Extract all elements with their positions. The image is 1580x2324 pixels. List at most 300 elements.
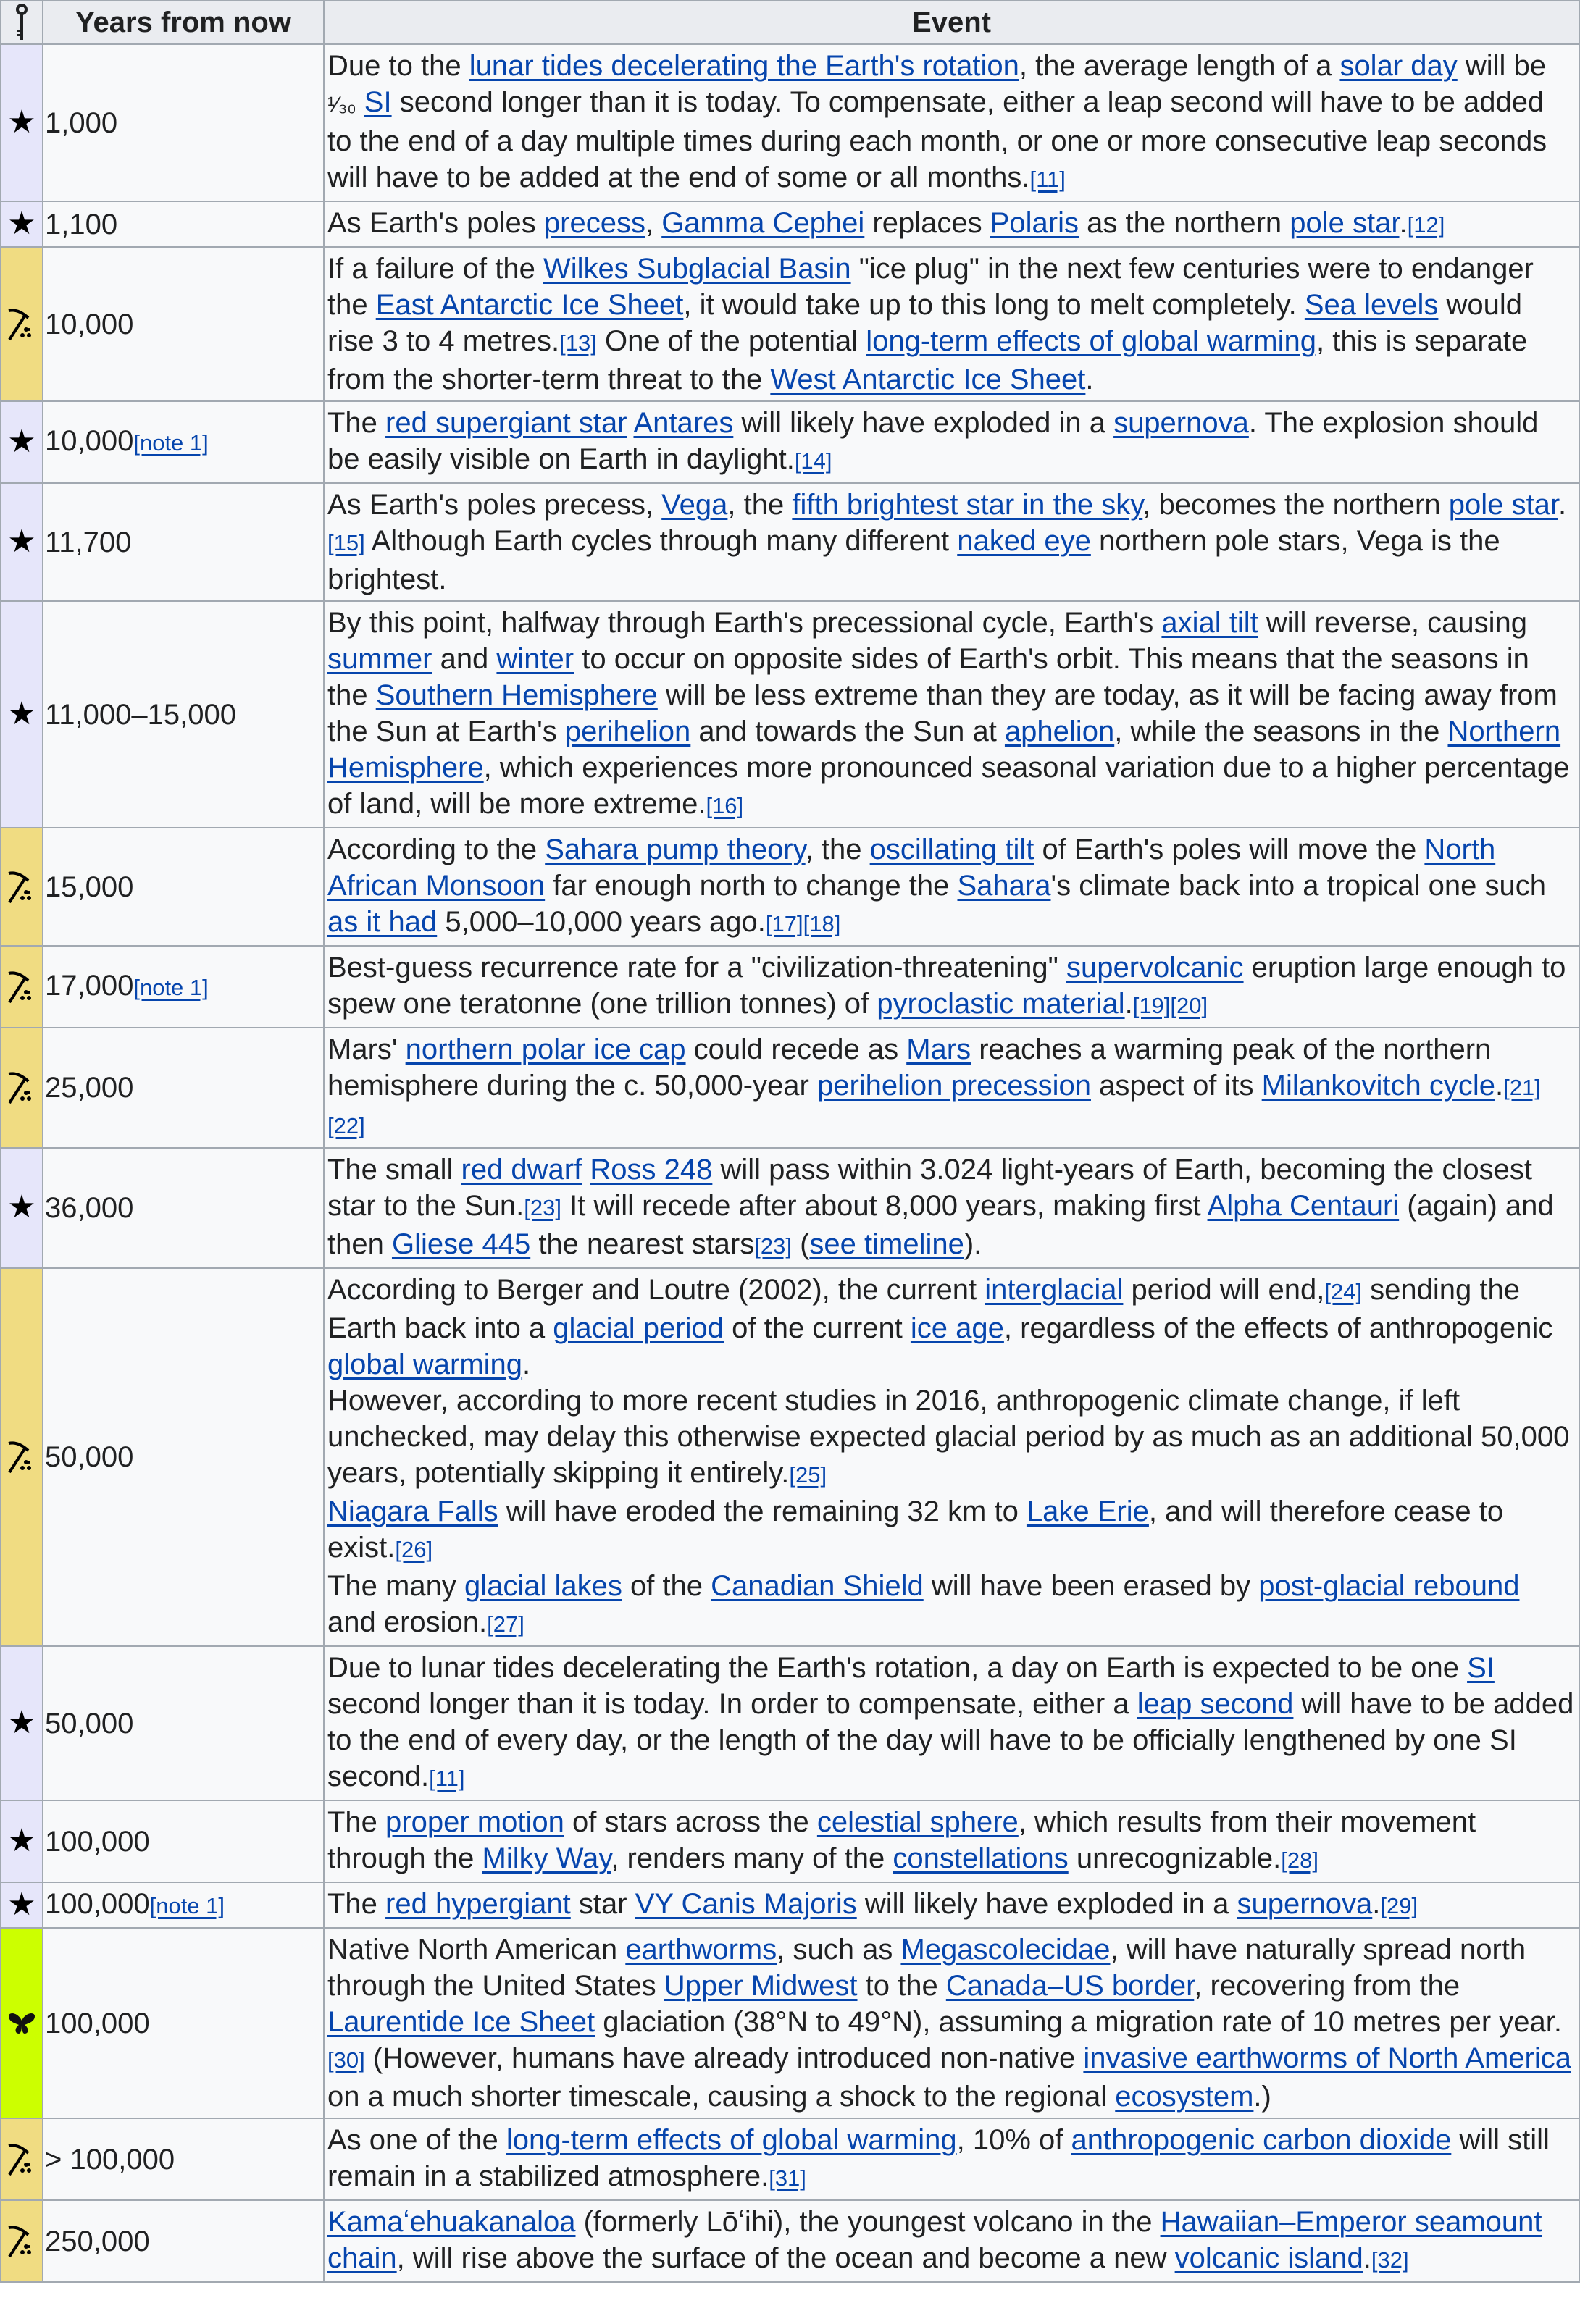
category-cell xyxy=(1,601,43,828)
years-cell xyxy=(43,44,324,201)
table-row xyxy=(1,1268,1579,1646)
article-link[interactable]: Canada–US border xyxy=(945,1970,1195,2002)
event-paragraph xyxy=(327,1931,1574,2115)
article-link[interactable]: SI xyxy=(364,86,392,118)
category-cell xyxy=(1,946,43,1028)
table-row xyxy=(1,1028,1579,1148)
pickaxe-icon xyxy=(7,871,37,904)
article-link[interactable]: Alpha Centauri xyxy=(1207,1190,1400,1222)
years-value: 250,000 xyxy=(45,2225,150,2257)
years-value: 11,700 xyxy=(45,526,132,558)
citation-link[interactable]: [27] xyxy=(487,1611,524,1637)
article-link[interactable]: VY Canis Majoris xyxy=(635,1888,857,1920)
event-paragraph xyxy=(327,2204,1574,2278)
table-row xyxy=(1,1882,1579,1928)
article-link[interactable]: ice age xyxy=(910,1312,1004,1344)
event-paragraph xyxy=(327,1568,1574,1643)
table-row xyxy=(1,828,1579,946)
star-icon: ★ xyxy=(7,104,36,140)
category-cell xyxy=(1,2118,43,2200)
event-text: The xyxy=(327,1806,386,1838)
category-cell xyxy=(1,1028,43,1148)
years-cell xyxy=(43,2200,324,2282)
years-cell xyxy=(43,2118,324,2200)
event-paragraph xyxy=(327,2122,1574,2197)
event-text: will likely have exploded in a xyxy=(733,407,1114,439)
event-text: , this is separate from the shorter-term threat to the xyxy=(327,325,1528,395)
article-link[interactable]: earthworms xyxy=(625,1934,777,1966)
event-text: to occur on opposite sides of Earth's orbit. This means that the seasons in the xyxy=(327,643,1529,711)
event-text: According to Berger and Loutre (2002), the current xyxy=(327,1274,985,1306)
event-text: , regardless of the effects of anthropogenic xyxy=(1003,1312,1553,1344)
article-link[interactable]: summer xyxy=(327,643,432,675)
event-text xyxy=(582,1154,590,1186)
event-text xyxy=(356,86,364,118)
table-row xyxy=(1,1928,1579,2118)
article-link[interactable]: Antares xyxy=(633,407,734,439)
article-link[interactable]: supervolcanic xyxy=(1066,952,1244,983)
event-text: of the current xyxy=(724,1312,911,1344)
article-link[interactable]: see timeline xyxy=(809,1228,964,1260)
note-link[interactable]: [note 1] xyxy=(133,430,209,456)
citation-link[interactable]: [32] xyxy=(1371,2247,1409,2273)
star-icon: ★ xyxy=(7,523,36,559)
event-text: will be less extreme than they are today, as it will be facing away from the Sun at Earth's xyxy=(327,679,1558,747)
table-row xyxy=(1,401,1579,483)
article-link[interactable]: perihelion precession xyxy=(816,1070,1091,1102)
event-text: Due to the xyxy=(327,50,469,82)
years-value: 50,000 xyxy=(45,1441,134,1473)
event-cell xyxy=(324,2118,1579,2200)
event-text: , the xyxy=(727,489,793,521)
article-link[interactable]: interglacial xyxy=(985,1274,1124,1306)
event-text: eruption large enough to spew one teratonne (one trillion tonnes) of xyxy=(327,952,1566,1020)
pickaxe-icon xyxy=(7,2143,37,2176)
event-cell xyxy=(324,828,1579,946)
years-cell xyxy=(43,1646,324,1800)
event-text: (again) and then xyxy=(327,1190,1554,1260)
years-value: 100,000 xyxy=(45,1825,150,1858)
event-text: will still remain in a stabilized atmosphere. xyxy=(327,2124,1550,2192)
citation-link[interactable]: [23] xyxy=(524,1195,561,1220)
article-link[interactable]: oscillating tilt xyxy=(869,834,1034,865)
citation-link[interactable]: [19] xyxy=(1132,993,1171,1018)
years-cell xyxy=(43,247,324,401)
years-column-header[interactable]: Years from now xyxy=(43,1,324,44)
years-value: > 100,000 xyxy=(45,2143,175,2176)
category-cell xyxy=(1,401,43,483)
event-text: , renders many of the xyxy=(611,1842,893,1874)
article-link[interactable]: Niagara Falls xyxy=(327,1496,498,1527)
category-cell xyxy=(1,1928,43,2118)
star-icon: ★ xyxy=(7,205,36,241)
event-text: It will recede after about 8,000 years, making first xyxy=(561,1190,1208,1222)
event-cell xyxy=(324,44,1579,201)
event-text: One of the potential xyxy=(596,325,866,357)
event-text: unrecognizable. xyxy=(1068,1842,1282,1874)
article-link[interactable]: winter xyxy=(496,643,574,675)
event-text: replaces xyxy=(864,207,990,239)
years-value: 10,000 xyxy=(45,425,134,457)
table-row xyxy=(1,1646,1579,1800)
event-text: . xyxy=(1399,207,1408,239)
category-cell xyxy=(1,1268,43,1646)
article-link[interactable]: Milky Way xyxy=(482,1842,611,1874)
event-text: As one of the xyxy=(327,2124,506,2156)
event-text: , becomes the northern xyxy=(1142,489,1449,521)
years-cell xyxy=(43,946,324,1028)
event-text: on a much shorter timescale, causing a shock to the regional xyxy=(327,2081,1116,2113)
article-link[interactable]: Ross 248 xyxy=(590,1154,713,1186)
event-paragraph xyxy=(327,405,1574,479)
article-link[interactable]: fifth brightest star in the sky xyxy=(792,489,1143,521)
event-paragraph xyxy=(327,949,1574,1024)
event-text: will pass within 3.024 light-years of Earth, becoming the closest star to the Sun. xyxy=(327,1154,1533,1222)
event-paragraph xyxy=(327,1383,1574,1493)
event-text: reaches a warming peak of the northern hemisphere during the c. 50,000-year xyxy=(327,1033,1492,1102)
event-cell xyxy=(324,1800,1579,1882)
article-link[interactable]: Milankovitch cycle xyxy=(1261,1070,1495,1102)
event-cell xyxy=(324,201,1579,247)
article-link[interactable]: proper motion xyxy=(385,1806,564,1838)
years-value: 36,000 xyxy=(45,1192,134,1224)
article-link[interactable]: post-glacial rebound xyxy=(1258,1570,1520,1602)
article-link[interactable]: Sahara xyxy=(957,870,1051,902)
event-text: . xyxy=(1372,1888,1381,1920)
event-text: Native North American xyxy=(327,1934,626,1966)
event-text: (However, humans have already introduced non-native xyxy=(364,2042,1084,2074)
citation-link[interactable]: [29] xyxy=(1380,1893,1418,1918)
event-text: According to the xyxy=(327,834,546,865)
years-value: 100,000 xyxy=(45,2007,150,2039)
event-text: , will rise above the surface of the ocean and become a new xyxy=(396,2242,1175,2274)
article-link[interactable]: red supergiant star xyxy=(385,407,627,439)
event-text: period will end, xyxy=(1123,1274,1325,1306)
star-icon: ★ xyxy=(7,1704,36,1740)
article-link[interactable]: Kamaʻehuakanaloa xyxy=(327,2206,576,2238)
article-link[interactable]: SI xyxy=(1467,1652,1495,1684)
article-link[interactable]: Gamma Cephei xyxy=(661,207,865,239)
event-text: , the xyxy=(805,834,870,865)
event-text: ). xyxy=(964,1228,982,1260)
article-link[interactable]: long-term effects of global warming xyxy=(506,2124,957,2156)
table-row xyxy=(1,946,1579,1028)
event-paragraph xyxy=(327,605,1574,824)
fraction: ¹⁄₃₀ xyxy=(327,93,356,117)
years-value: 1,100 xyxy=(45,208,118,240)
event-text: , which results from their movement through the xyxy=(327,1806,1476,1874)
pickaxe-icon xyxy=(7,1440,37,1474)
years-value: 25,000 xyxy=(45,1072,134,1104)
article-link[interactable]: Mars xyxy=(906,1033,971,1065)
article-link[interactable]: pole star xyxy=(1290,207,1400,239)
years-value: 10,000 xyxy=(45,308,134,340)
citation-link[interactable]: [16] xyxy=(706,793,744,818)
article-link[interactable]: volcanic island xyxy=(1174,2242,1363,2274)
event-paragraph xyxy=(327,831,1574,942)
article-link[interactable]: naked eye xyxy=(957,525,1091,557)
article-link[interactable]: anthropogenic carbon dioxide xyxy=(1071,2124,1452,2156)
article-link[interactable]: celestial sphere xyxy=(816,1806,1019,1838)
years-cell xyxy=(43,201,324,247)
event-paragraph xyxy=(327,1272,1574,1383)
years-value: 17,000 xyxy=(45,970,134,1002)
article-link[interactable]: long-term effects of global warming xyxy=(866,325,1316,357)
article-link[interactable]: Upper Midwest xyxy=(664,1970,858,2002)
event-text: Although Earth cycles through many different xyxy=(364,525,958,557)
event-text: of the xyxy=(622,1570,711,1602)
event-text: and erosion. xyxy=(327,1606,488,1638)
category-cell xyxy=(1,1148,43,1268)
article-link[interactable]: West Antarctic Ice Sheet xyxy=(770,364,1086,395)
event-text: second longer than it is today. To compensate, either a leap second will have to be added to the end of a day multiple times during each month, or one or more consecutive leap seconds will have to be added at the end of some or all months. xyxy=(327,86,1547,193)
table-row xyxy=(1,1800,1579,1882)
event-paragraph xyxy=(327,1151,1574,1264)
citation-link[interactable]: [28] xyxy=(1281,1847,1318,1873)
star-icon: ★ xyxy=(7,695,36,731)
citation-link[interactable]: [21] xyxy=(1503,1075,1541,1100)
event-text: will have been erased by xyxy=(923,1570,1259,1602)
category-cell xyxy=(1,247,43,401)
article-link[interactable]: Vega xyxy=(661,489,728,521)
note-link[interactable]: [note 1] xyxy=(133,975,209,1000)
event-text: "ice plug" in the next few centuries were to endanger the xyxy=(327,253,1534,321)
category-cell xyxy=(1,2200,43,2282)
event-text: glaciation (38°N to 49°N), assuming a migration rate of 10 metres per year. xyxy=(595,2006,1563,2038)
article-link[interactable]: red hypergiant xyxy=(385,1888,571,1920)
citation-link[interactable]: [31] xyxy=(769,2165,806,2191)
event-text: However, according to more recent studies in 2016, anthropogenic climate change, if left unchecked, may delay this otherwise expected glacial period by as much as an additional 50,000 years, potentially skipping it entirely. xyxy=(327,1385,1570,1489)
event-text: could recede as xyxy=(685,1033,907,1065)
event-text: star xyxy=(570,1888,635,1920)
article-link[interactable]: red dwarf xyxy=(461,1154,582,1186)
years-cell xyxy=(43,1800,324,1882)
event-text: of stars across the xyxy=(564,1806,817,1838)
article-link[interactable]: Gliese 445 xyxy=(391,1228,531,1260)
table-row xyxy=(1,1148,1579,1268)
event-text: , will have naturally spread north through the United States xyxy=(327,1934,1526,2002)
event-text: , and will therefore cease to exist. xyxy=(327,1496,1504,1564)
table-row xyxy=(1,601,1579,828)
event-text: . xyxy=(1124,988,1133,1020)
event-text: , while the seasons in the xyxy=(1114,716,1448,747)
citation-link[interactable]: [18] xyxy=(803,911,841,936)
event-text: sending the Earth back into a xyxy=(327,1274,1521,1344)
years-cell xyxy=(43,1148,324,1268)
citation-link[interactable]: [23] xyxy=(754,1233,792,1259)
citation-link[interactable]: [13] xyxy=(559,330,597,356)
years-cell xyxy=(43,1882,324,1928)
table-row xyxy=(1,44,1579,201)
article-link[interactable]: Megascolecidae xyxy=(900,1934,1111,1966)
years-value: 1,000 xyxy=(45,106,118,139)
event-text: will reverse, causing xyxy=(1258,607,1528,639)
article-link[interactable]: Southern Hemisphere xyxy=(375,679,658,711)
event-text: As Earth's poles xyxy=(327,207,544,239)
citation-link[interactable]: [30] xyxy=(327,2047,365,2073)
event-text: of Earth's poles will move the xyxy=(1034,834,1425,865)
years-cell xyxy=(43,1268,324,1646)
event-cell xyxy=(324,1268,1579,1646)
event-cell xyxy=(324,946,1579,1028)
article-link[interactable]: North African Monsoon xyxy=(327,834,1496,902)
pickaxe-icon xyxy=(7,308,37,341)
table-row xyxy=(1,2200,1579,2282)
event-text: 5,000–10,000 years ago. xyxy=(437,906,766,938)
event-text: , 10% of xyxy=(956,2124,1071,2156)
star-icon: ★ xyxy=(7,1822,36,1858)
event-cell xyxy=(324,2200,1579,2282)
event-text: . xyxy=(1363,2242,1371,2274)
article-link[interactable]: global warming xyxy=(327,1348,523,1380)
event-cell xyxy=(324,1148,1579,1268)
event-text: , it would take up to this long to melt completely. xyxy=(683,289,1305,321)
article-link[interactable]: axial tilt xyxy=(1161,607,1258,639)
star-icon: ★ xyxy=(7,1189,36,1225)
event-text: . xyxy=(1085,364,1094,395)
event-text: Mars' xyxy=(327,1033,406,1065)
event-text: . xyxy=(1495,1070,1504,1102)
article-link[interactable]: East Antarctic Ice Sheet xyxy=(375,289,684,321)
event-text: Best-guess recurrence rate for a "civilization-threatening" xyxy=(327,952,1066,983)
event-text: and xyxy=(432,643,497,675)
pickaxe-icon xyxy=(7,970,37,1004)
pickaxe-icon xyxy=(7,1071,37,1104)
event-paragraph xyxy=(327,1493,1574,1568)
event-text: , such as xyxy=(777,1934,901,1966)
event-paragraph xyxy=(327,1650,1574,1797)
article-link[interactable]: supernova xyxy=(1237,1888,1373,1920)
years-cell xyxy=(43,601,324,828)
category-cell xyxy=(1,828,43,946)
citation-link[interactable]: [20] xyxy=(1170,993,1208,1018)
article-link[interactable]: perihelion xyxy=(564,716,691,747)
article-link[interactable]: Sea levels xyxy=(1304,289,1439,321)
event-text: second longer than it is today. In order to compensate, either a xyxy=(327,1688,1137,1720)
event-text: will have to be added to the end of every day, or the length of the day will have to be officially lengthened by one SI second. xyxy=(327,1688,1574,1792)
event-cell xyxy=(324,483,1579,601)
event-text: will have eroded the remaining 32 km to xyxy=(498,1496,1027,1527)
event-text: ( xyxy=(791,1228,810,1260)
category-cell xyxy=(1,1646,43,1800)
years-value: 15,000 xyxy=(45,871,134,903)
event-text: to the xyxy=(857,1970,946,2002)
event-text: The xyxy=(327,1888,386,1920)
event-paragraph xyxy=(327,487,1574,597)
event-text: , recovering from the xyxy=(1194,1970,1460,2002)
article-link[interactable]: glacial lakes xyxy=(464,1570,622,1602)
header-row xyxy=(1,1,1579,44)
article-link[interactable]: solar day xyxy=(1339,50,1458,82)
event-paragraph xyxy=(327,48,1574,198)
article-link[interactable]: Wilkes Subglacial Basin xyxy=(543,253,851,285)
citation-link[interactable]: [26] xyxy=(395,1537,433,1562)
event-paragraph xyxy=(327,205,1574,243)
event-cell xyxy=(324,401,1579,483)
article-link[interactable]: ecosystem xyxy=(1115,2081,1254,2113)
event-text: as the northern xyxy=(1079,207,1290,239)
event-text: (formerly Lōʻihi), the youngest volcano in the xyxy=(575,2206,1161,2238)
event-text: and towards the Sun at xyxy=(690,716,1005,747)
event-column-header[interactable]: Event xyxy=(324,1,1579,44)
citation-link[interactable]: [11] xyxy=(1029,167,1066,192)
event-text: If a failure of the xyxy=(327,253,543,285)
event-text: far enough north to change the xyxy=(545,870,958,902)
event-cell xyxy=(324,601,1579,828)
event-text: . xyxy=(1558,489,1567,521)
citation-link[interactable]: [17] xyxy=(765,911,803,936)
article-link[interactable]: Sahara pump theory xyxy=(545,834,806,865)
event-text: , which experiences more pronounced seasonal variation due to a higher percentage of land, will be more extreme. xyxy=(327,752,1570,820)
years-value: 100,000 xyxy=(45,1888,150,1920)
article-link[interactable]: glacial period xyxy=(553,1312,724,1344)
key-column-header[interactable] xyxy=(1,1,43,44)
article-link[interactable]: lunar tides decelerating the Earth's rotation xyxy=(469,50,1019,82)
article-link[interactable]: pyroclastic material xyxy=(877,988,1125,1020)
event-text: , the average length of a xyxy=(1019,50,1340,82)
citation-link[interactable]: [15] xyxy=(327,530,365,555)
years-cell xyxy=(43,401,324,483)
years-cell xyxy=(43,1928,324,2118)
article-link[interactable]: Northern Hemisphere xyxy=(327,716,1561,784)
article-link[interactable]: supernova xyxy=(1113,407,1249,439)
citation-link[interactable]: [25] xyxy=(789,1462,827,1488)
article-link[interactable]: northern polar ice cap xyxy=(405,1033,686,1065)
note-link[interactable]: [note 1] xyxy=(149,1893,225,1918)
event-text: By this point, halfway through Earth's precessional cycle, Earth's xyxy=(327,607,1162,639)
event-text: . The explosion should be easily visible on Earth in daylight. xyxy=(327,407,1539,475)
event-text: the nearest stars xyxy=(530,1228,755,1260)
event-text: northern pole stars, Vega is the brightest. xyxy=(327,525,1500,595)
citation-link[interactable]: [22] xyxy=(327,1113,365,1138)
event-cell xyxy=(324,247,1579,401)
article-link[interactable]: aphelion xyxy=(1004,716,1115,747)
article-link[interactable]: pole star xyxy=(1448,489,1558,521)
event-text: 's climate back into a tropical one such xyxy=(1050,870,1547,902)
years-cell xyxy=(43,828,324,946)
article-link[interactable]: Lake Erie xyxy=(1026,1496,1149,1527)
event-text: The small xyxy=(327,1154,461,1186)
table-row xyxy=(1,483,1579,601)
citation-link[interactable]: [11] xyxy=(429,1766,465,1791)
article-link[interactable]: Laurentide Ice Sheet xyxy=(327,2006,595,2038)
article-link[interactable]: constellations xyxy=(893,1842,1069,1874)
key-icon xyxy=(14,4,30,41)
star-icon: ★ xyxy=(7,1886,36,1922)
article-link[interactable]: invasive earthworms of North America xyxy=(1083,2042,1571,2074)
article-link[interactable]: leap second xyxy=(1137,1688,1294,1720)
citation-link[interactable]: [12] xyxy=(1407,212,1445,238)
article-link[interactable]: Polaris xyxy=(990,207,1079,239)
years-value: 50,000 xyxy=(45,1707,134,1740)
years-cell xyxy=(43,483,324,601)
star-icon: ★ xyxy=(7,423,36,459)
event-text: would rise 3 to 4 metres. xyxy=(327,289,1523,357)
citation-link[interactable]: [24] xyxy=(1324,1279,1363,1304)
years-cell xyxy=(43,1028,324,1148)
article-link[interactable]: precess xyxy=(543,207,645,239)
article-link[interactable]: Canadian Shield xyxy=(711,1570,924,1602)
butterfly-icon xyxy=(7,2012,36,2035)
table-row xyxy=(1,2118,1579,2200)
citation-link[interactable]: [14] xyxy=(794,448,832,474)
event-paragraph xyxy=(327,1804,1574,1879)
event-text: will likely have exploded in a xyxy=(856,1888,1237,1920)
event-text: . xyxy=(522,1348,531,1380)
article-link[interactable]: Hawaiian–Emperor seamount chain xyxy=(327,2206,1542,2274)
article-link[interactable]: as it had xyxy=(327,906,438,938)
category-cell xyxy=(1,44,43,201)
